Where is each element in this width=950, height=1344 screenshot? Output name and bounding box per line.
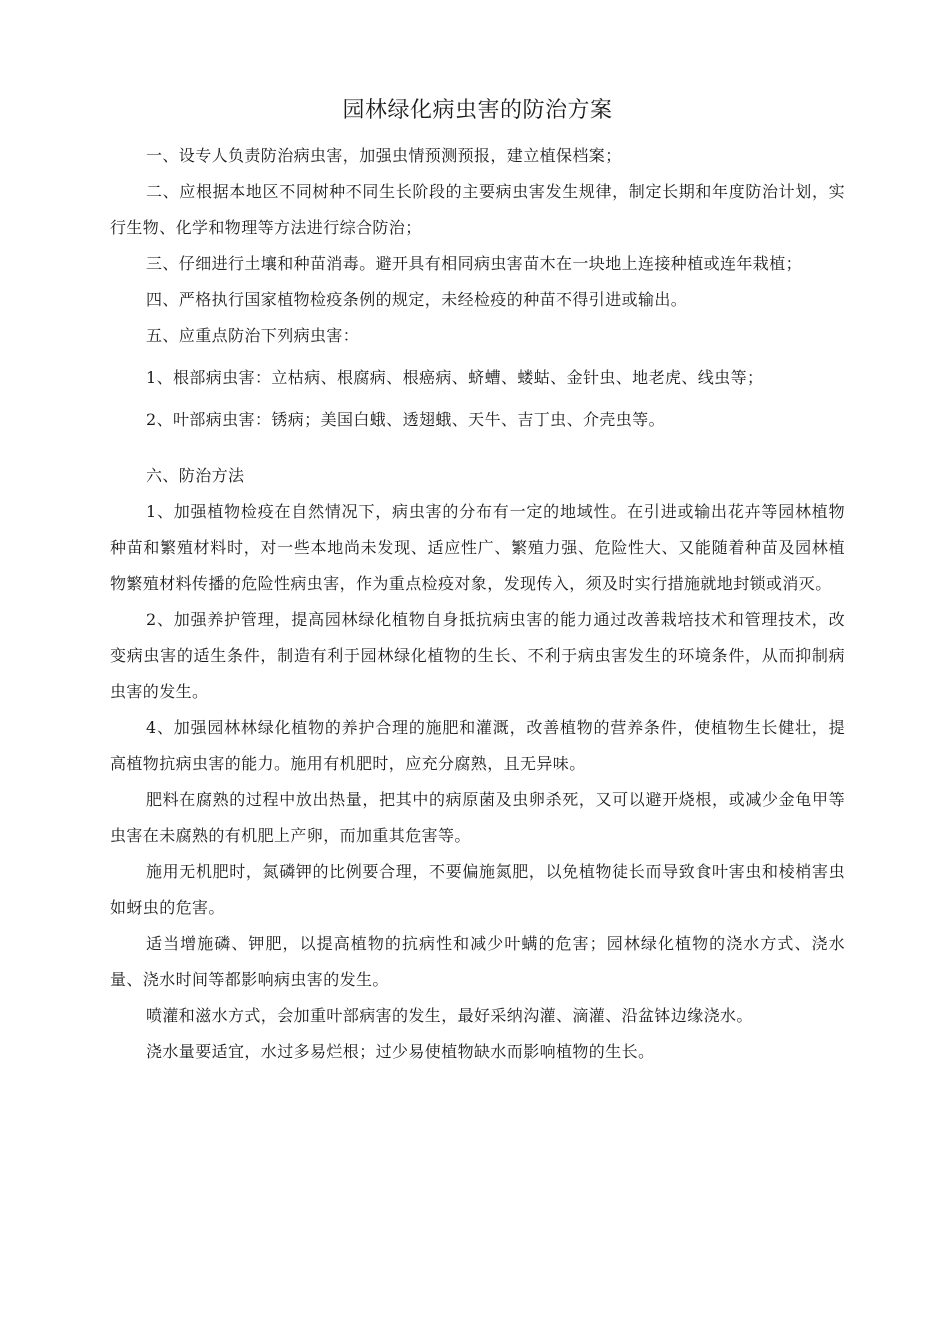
paragraph-4: 四、严格执行国家植物检疫条例的规定，未经检疫的种苗不得引进或输出。 (146, 290, 688, 309)
paragraph-9: 1、加强植物检疫在自然情况下，病虫害的分布有一定的地域性。在引进或输出花卉等园林植物种苗和繁殖材料时，对一些本地尚未发现、适应性广、繁殖力强、危险性大、又能随着种苗及园林植物繁殖材料传播的危险性病虫害，作为重点检疫对象，发现传入，须及时实行措施就地封锁或消灭。 (110, 502, 845, 593)
paragraph-12: 肥料在腐熟的过程中放出热量，把其中的病原菌及虫卵杀死，又可以避开烧根，或减少金龟甲等虫害在未腐熟的有机肥上产卵，而加重其危害等。 (110, 790, 845, 845)
paragraph-15: 喷灌和滋水方式，会加重叶部病害的发生，最好采纳沟灌、滴灌、沿盆钵边缘浇水。 (146, 1006, 753, 1025)
paragraph-14: 适当增施磷、钾肥，以提高植物的抗病性和减少叶螨的危害；园林绿化植物的浇水方式、浇水量、浇水时间等都影响病虫害的发生。 (110, 934, 845, 989)
paragraph-8: 六、防治方法 (146, 466, 245, 485)
paragraph-2: 二、应根据本地区不同树种不同生长阶段的主要病虫害发生规律，制定长期和年度防治计划，实行生物、化学和物理等方法进行综合防治； (110, 182, 845, 237)
paragraph-1: 一、设专人负责防治病虫害，加强虫情预测预报，建立植保档案； (146, 146, 622, 165)
paragraph-13: 施用无机肥时，氮磷钾的比例要合理，不要偏施氮肥，以免植物徒长而导致食叶害虫和棱梢害虫如蚜虫的危害。 (110, 862, 845, 917)
paragraph-16: 浇水量要适宜，水过多易烂根；过少易使植物缺水而影响植物的生长。 (146, 1042, 655, 1061)
paragraph-7: 2、叶部病虫害：锈病；美国白蛾、透翅蛾、天牛、吉丁虫、介壳虫等。 (146, 410, 665, 429)
paragraph-5: 五、应重点防治下列病虫害： (146, 326, 360, 345)
paragraph-3: 三、仔细进行土壤和种苗消毒。避开具有相同病虫害苗木在一块地上连接种植或连年栽植； (146, 254, 803, 273)
paragraph-11: 4、加强园林林绿化植物的养护合理的施肥和灌溉，改善植物的营养条件，使植物生长健壮，提高植物抗病虫害的能力。施用有机肥时，应充分腐熟，且无异味。 (110, 718, 845, 773)
document-page (110, 96, 845, 1070)
paragraph-10: 2、加强养护管理，提高园林绿化植物自身抵抗病虫害的能力通过改善栽培技术和管理技术，改变病虫害的适生条件，制造有利于园林绿化植物的生长、不利于病虫害发生的环境条件，从而抑制病虫害的发生。 (110, 610, 845, 701)
paragraph-6: 1、根部病虫害：立枯病、根腐病、根癌病、蛴螬、蝼蛄、金针虫、地老虎、线虫等； (146, 368, 764, 387)
document-title: 园林绿化病虫害的防治方案 (342, 98, 613, 123)
